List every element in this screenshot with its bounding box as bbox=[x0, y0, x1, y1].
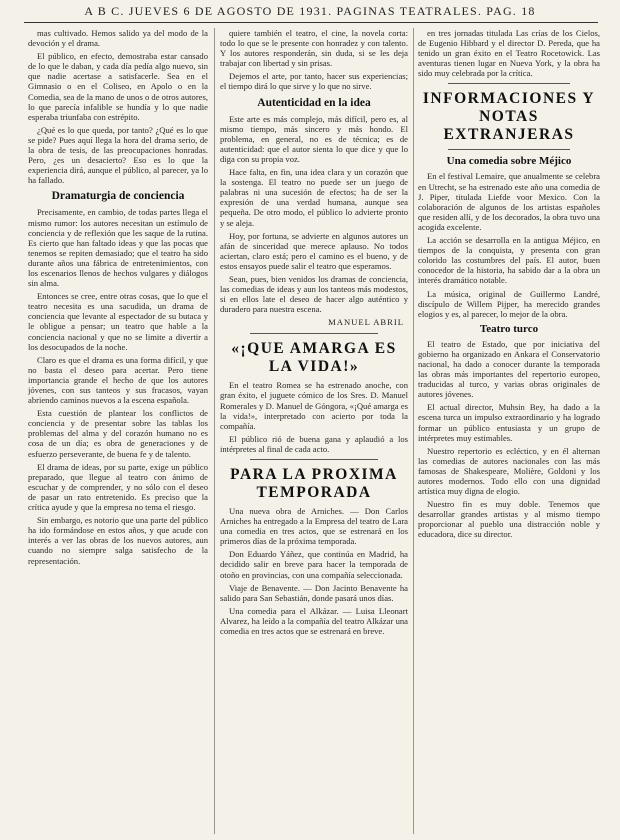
paragraph: El público rió de buena gana y aplaudió a los intérpretes al final de cada acto. bbox=[220, 433, 408, 454]
paragraph: quiere también el teatro, el cine, la novela corta: todo lo que se le presente con honradez y con talento. Y los autores responderán, sin duda, si se les deja trabajar con libertad y sin prisas. bbox=[220, 28, 408, 69]
column-2 bbox=[220, 28, 408, 836]
page-header: A B C. JUEVES 6 DE AGOSTO DE 1931. PAGINAS TEATRALES. PAG. 18 bbox=[84, 4, 536, 18]
paragraph: Nuestro repertorio es ecléctico, y en él alternan las comedias de autores nacionales con las más famosas de Shakespeare, Molière, Goldoni y los autores modernos. Todo ello con una dignidad artística muy digna de elogio. bbox=[418, 445, 600, 497]
column-1 bbox=[28, 28, 208, 836]
paragraph: Dejemos el arte, por tanto, hacer sus experiencias; el tiempo dirá lo que sirve y lo que no sirve. bbox=[220, 71, 408, 92]
paragraph: mas cultivado. Hemos salido ya del modo de la devoción y el drama. bbox=[28, 28, 208, 49]
paragraph: Claro es que el drama es una forma difícil, y que no basta el deseo para acertar. Pero tiene importancia grande el hecho de que los autores jóvenes, con sus tanteos y sus fracasos, vayan abriendo caminos nuevos a la escena española. bbox=[28, 354, 208, 406]
article-title: INFORMACIONES Y NOTAS EXTRANJERAS bbox=[422, 90, 596, 144]
section-rule bbox=[448, 149, 570, 150]
paragraph: En el teatro Romea se ha estrenado anoche, con gran éxito, el juguete cómico de los Sres. D. Manuel Romerales y D. Manuel de Góngora, «¡Qué amarga es la vida!», interpretado con acierto por toda la compañía. bbox=[220, 380, 408, 431]
author-signature: MANUEL ABRIL bbox=[328, 317, 404, 328]
section-heading: Autenticidad en la idea bbox=[257, 96, 371, 109]
paragraph: Sean, pues, bien venidos los dramas de conciencia, las comedias de ideas y aun los tanteos más modestos, si en ellos late el deseo de hacer algo auténtico y duradero para nuestra escena. bbox=[220, 273, 408, 315]
paragraph: Esta cuestión de plantear los conflictos de conciencia y de presentar sobre las tablas los problemas del alma y del corazón humano no es cosa de un día; es obra de generaciones y de esfuerzo perseverante, de buena fe y de talento. bbox=[28, 408, 208, 459]
paragraph: La música, original de Guillermo Landré, discípulo de Willem Pijper, ha merecido grandes elogios y es, al parecer, lo mejor de la obra. bbox=[418, 288, 600, 319]
column-divider bbox=[413, 28, 414, 834]
paragraph: Hoy, por fortuna, se advierte en algunos autores un afán de sinceridad que merece aplauso. No todos aciertan, claro está; pero el camino es el bueno, y de estos ensayos puede salir el teatro que esperamos. bbox=[220, 230, 408, 271]
header-rule bbox=[24, 22, 598, 23]
section-rule bbox=[250, 459, 378, 460]
section-rule bbox=[448, 83, 570, 84]
paragraph: En el festival Lemaire, que anualmente se celebra en Utrecht, se ha estrenado este año una comedia de J. Piper, titulada Liefde voor Mexico. Con la colaboración de algunos de los artistas españoles que residen allí, y de los decorados, la obra tuvo una acogida excelente. bbox=[418, 171, 600, 232]
paragraph: Una nueva obra de Arniches. — Don Carlos Arniches ha entregado a la Empresa del teatro de Lara una comedia en tres actos, que se estrenará en los primeros días de la próxima temporada. bbox=[220, 506, 408, 547]
paragraph: ¿Qué es lo que queda, por tanto? ¿Qué es lo que se pide? Pues aquí llega la hora del drama serio, de la obra de tesis, de las preocupaciones honradas. Pero, ¿es un desacierto? Eso es lo que la experiencia dirá, aunque el público, al parecer, ya lo ha fallado. bbox=[28, 124, 208, 186]
paragraph: Este arte es más complejo, más difícil, pero es, al mismo tiempo, más sincero y más hondo. El problema, en general, no es de técnica; es de autenticidad: que el autor sienta lo que dice y que lo diga con su propia voz. bbox=[220, 113, 408, 164]
paragraph: Entonces se cree, entre otras cosas, que lo que el teatro necesita es una sacudida, un drama de conciencia que levante al espectador de su butaca y le obligue a pensar; un teatro que hable a la conciencia nacional y que no se limite a divertir a los desocupados de la noche. bbox=[28, 291, 208, 352]
paragraph: La acción se desarrolla en la antigua Méjico, en tiempos de la conquista, y presenta con gran colorido las costumbres del país. El autor, buen conocedor de la historia, ha sabido dar a la obra un interés dramático notable. bbox=[418, 235, 600, 286]
paragraph: Sin embargo, es notorio que una parte del público ha ido formándose en estos años, y que acude con interés a ver las obras de los nuevos autores, aun cuando no siempre salga satisfecho de la representación. bbox=[28, 515, 208, 566]
section-heading: Dramaturgia de conciencia bbox=[51, 190, 185, 203]
column-divider bbox=[214, 28, 215, 834]
paragraph: Don Eduardo Yáñez, que continúa en Madrid, ha decidido salir en breve para hacer la temporada de otoño en provincias, con una compañía seleccionada. bbox=[220, 549, 408, 580]
paragraph: El teatro de Estado, que por iniciativa del gobierno ha organizado en Ankara el Conservatorio nacional, ha dado a conocer durante la temporada las obras más importantes del repertorio europeo, traducidas al turco, y varias obras originales de autores jóvenes. bbox=[418, 338, 600, 400]
paragraph: El público, en efecto, demostraba estar cansado de lo que le daban, y cada día pedía algo nuevo, sin que nadie acertase a satisfacerle. Sea en el Gimnasio o en el Coliseo, en Apolo o en la Comedia, sea de la mano de unos o de otros autores, lo que parecía infalible se hundía y lo que nadie esperaba triunfaba con estrépito. bbox=[28, 51, 208, 122]
paragraph: El drama de ideas, por su parte, exige un público preparado, que llegue al teatro con ánimo de escuchar y de comprender, y no sólo con el deseo de pasar un rato entretenido. Es preciso que la crítica ayude y que la empresa no tema el riesgo. bbox=[28, 461, 208, 513]
subsection-heading: Una comedia sobre Méjico bbox=[446, 155, 572, 168]
paragraph: en tres jornadas titulada Las crías de los Cielos, de Eugenio Hibbard y el director D. Pereda, que ha tenido un gran éxito en el Teatro Rocetowick. Las aventuras tienen lugar en Nueva York, y la obra ha sido muy celebrada por la crítica. bbox=[418, 28, 600, 79]
paragraph: Precisamente, en cambio, de todas partes llega el mismo rumor: los autores necesitan un estímulo de conciencia y de reflexión que les saque de la rutina. Es cierto que han faltado ideas y que las pocas que tenemos se repiten demasiado; que el teatro ha sido durante años una fábrica de entretenimientos, con los escenarios llenos de hechos vulgares y diálogos sin alma. bbox=[28, 207, 208, 289]
paragraph: El actual director, Muhsin Bey, ha dado a la escena turca un impulso extraordinario y ha logrado formar un público entusiasta y un grupo de intérpretes muy estimables. bbox=[418, 402, 600, 443]
article-title: PARA LA PROXIMA TEMPORADA bbox=[230, 466, 398, 501]
paragraph: Hace falta, en fin, una idea clara y un corazón que la sostenga. El teatro no puede ser un juego de palabras ni una sucesión de efectos; ha de ser la expresión de una verdad humana, aunque sea pequeña. De otro modo, el público lo advierte pronto y se aleja. bbox=[220, 167, 408, 228]
paragraph: Nuestro fin es muy doble. Tenemos que desarrollar grandes artistas y al mismo tiempo proporcionar al pueblo una distracción noble y educadora, dice su director. bbox=[418, 499, 600, 540]
column-3 bbox=[418, 28, 600, 836]
subsection-heading: Teatro turco bbox=[479, 322, 539, 335]
article-title: «¡QUE AMARGA ES LA VIDA!» bbox=[231, 340, 397, 376]
section-rule bbox=[250, 333, 378, 334]
paragraph: Una comedia para el Alkázar. — Luisa Lleonart Alvarez, ha leído a la compañía del teatro Alkázar una comedia en tres actos que se estrenará en breve. bbox=[220, 605, 408, 637]
paragraph: Viaje de Benavente. — Don Jacinto Benavente ha salido para San Sebastián, donde pasará unos días. bbox=[220, 582, 408, 603]
